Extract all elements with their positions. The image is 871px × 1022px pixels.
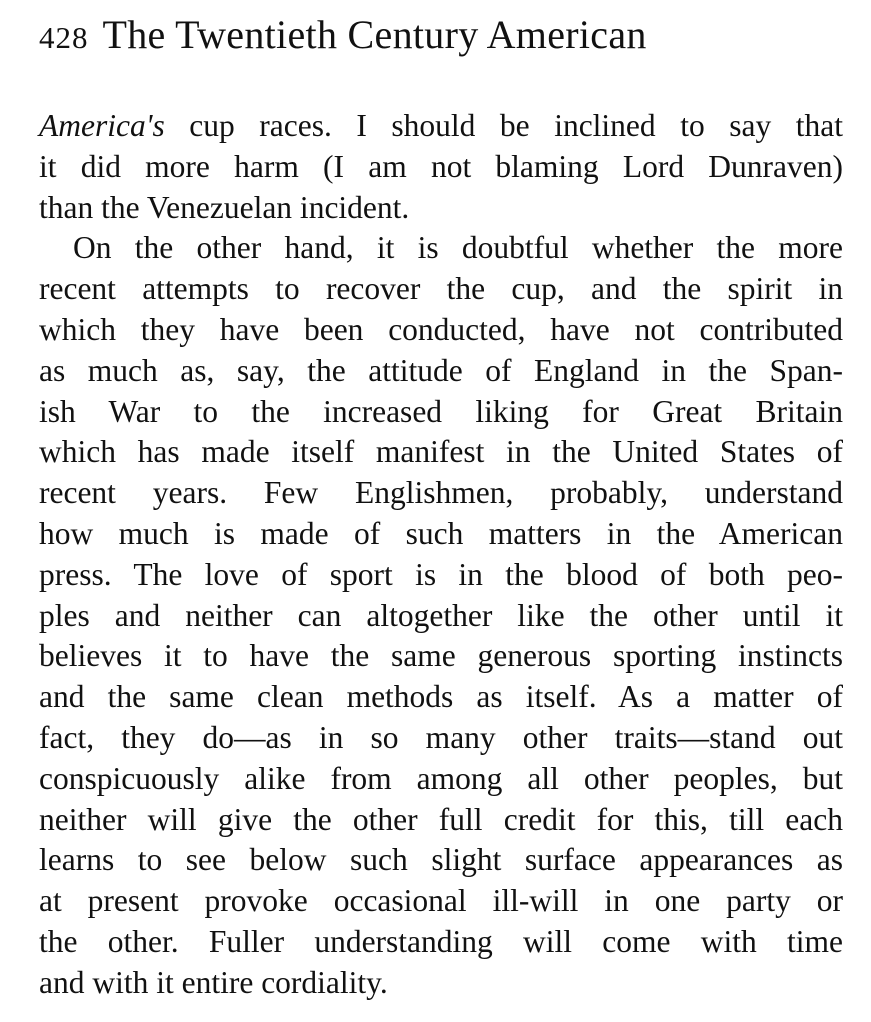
- text-line: ish War to the increased liking for Great Britain: [39, 393, 843, 429]
- running-head: [39, 10, 843, 68]
- paragraph-1: [39, 106, 843, 228]
- text-line: ples and neither can altogether like the other until it: [39, 597, 843, 633]
- text-line: and the same clean methods as itself. As a matter of: [39, 679, 843, 715]
- text-line: as much as, say, the attitude of England in the Span-: [39, 352, 843, 388]
- text-line: believes it to have the same generous sporting instincts: [39, 638, 843, 674]
- text-line: which has made itself manifest in the United States of: [39, 434, 843, 470]
- text-line: which they have been conducted, have not contributed: [39, 311, 843, 347]
- page-title: The Twentieth Century American: [102, 12, 647, 57]
- text-line: than the Venezuelan incident.: [39, 189, 410, 225]
- text-line: the other. Fuller understanding will come with time: [39, 923, 843, 959]
- line-text: cup races. I should be inclined to say that: [164, 108, 843, 143]
- text-line: recent years. Few Englishmen, probably, understand: [39, 475, 843, 511]
- text-line: [39, 106, 843, 147]
- text-line: conspicuously alike from among all other peoples, but: [39, 760, 843, 796]
- text-line: and with it entire cordiality.: [39, 964, 388, 1000]
- paragraph-2: [39, 228, 843, 1003]
- text-line: learns to see below such slight surface appearances as: [39, 842, 843, 878]
- text-line: On the other hand, it is doubtful whether the more: [73, 230, 843, 266]
- italic-word: America's: [39, 108, 165, 143]
- page-number: 428: [39, 20, 89, 55]
- text-line: fact, they do—as in so many other traits—stand out: [39, 719, 843, 755]
- text-line: it did more harm (I am not blaming Lord Dunraven): [39, 148, 843, 184]
- text-line: how much is made of such matters in the American: [39, 515, 843, 551]
- text-line: press. The love of sport is in the blood of both peo-: [39, 556, 843, 592]
- text-line: at present provoke occasional ill-will in one party or: [39, 883, 843, 919]
- text-line: neither will give the other full credit for this, till each: [39, 801, 843, 837]
- body-text: [39, 106, 843, 1004]
- text-line: recent attempts to recover the cup, and the spirit in: [39, 271, 843, 307]
- book-page: [39, 10, 843, 1004]
